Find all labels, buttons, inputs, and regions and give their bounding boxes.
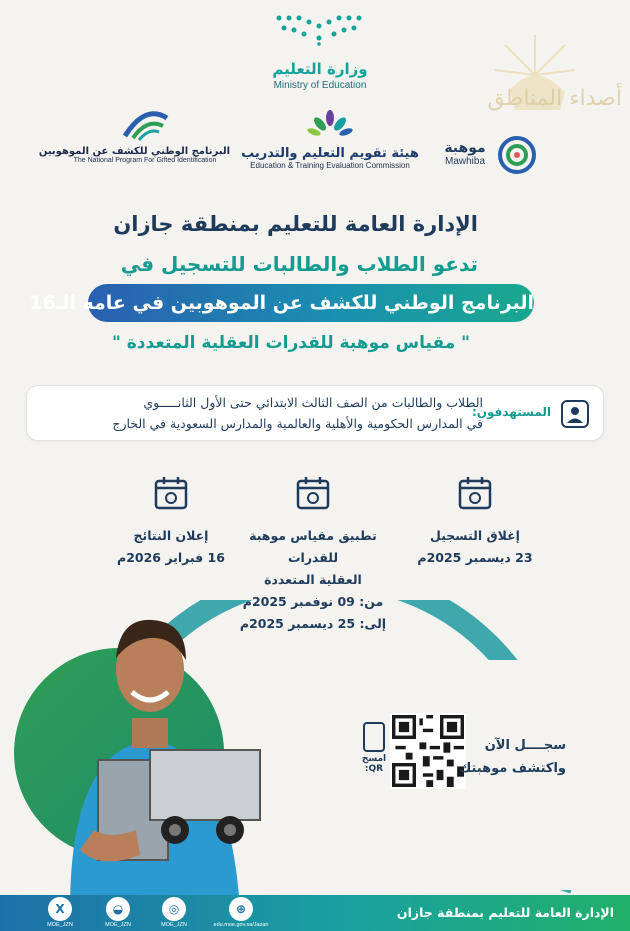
date-registration-close — [390, 475, 560, 569]
phone-scan-icon — [363, 722, 385, 752]
gifted-program-arabic: البرنامج الوطني للكشف عن الموهوبين — [38, 146, 230, 157]
target-label: المستهدفون: — [471, 405, 551, 419]
register-cta — [459, 738, 566, 776]
date-title-2: العقلية المتعددة — [264, 572, 362, 587]
etec-english: Education & Training Evaluation Commission — [250, 161, 410, 170]
etec-arabic: هيئة تقويم التعليم والتدريب — [241, 146, 419, 161]
mawhiba-icon — [494, 132, 540, 178]
social-x[interactable] — [42, 897, 78, 928]
etec-flower-icon — [307, 108, 353, 142]
date-results — [86, 475, 256, 569]
snapchat-icon: ◒ — [106, 897, 130, 921]
ministry-of-education-logo — [250, 12, 390, 98]
gifted-program-icon — [115, 108, 175, 142]
target-line-2: في المدارس الحكومية والأهلية والعالمية والمدارس السعودية في الخارج — [112, 416, 483, 431]
x-icon: X — [48, 897, 72, 921]
qr-code[interactable] — [390, 713, 466, 789]
date-value: 23 ديسمبر 2025م — [417, 550, 533, 565]
social-handle: MOE_JZN — [47, 922, 73, 928]
scale-name: " مقياس موهبة للقدرات العقلية المتعددة " — [111, 333, 470, 353]
footer-bar — [0, 895, 630, 931]
moe-english-name: Ministry of Education — [273, 80, 367, 91]
watermark-logo — [400, 30, 630, 120]
target-line-1: الطلاب والطالبات من الصف الثالث الابتدائي حتى الأول الثانـــــوي — [143, 395, 483, 410]
gifted-program-english: The National Program For Gifted Identification — [73, 157, 217, 164]
globe-icon: ⊕ — [229, 897, 253, 921]
mawhiba-arabic: موهبة — [444, 140, 486, 156]
scan-qr-text: امسح QR: — [361, 754, 387, 774]
social-snapchat[interactable] — [100, 897, 136, 928]
social-handle: MOE_JZN — [161, 922, 187, 928]
program-banner: البرنامج الوطني للكشف عن الموهوبين في عامه الـ16 — [88, 284, 534, 322]
moe-dots-icon — [265, 12, 375, 46]
cta-line-1: سجــــل الآن — [484, 738, 566, 753]
date-value: 16 فبراير 2026م — [117, 550, 225, 565]
date-title: تطبيق مقياس موهبة للقدرات — [249, 528, 377, 565]
social-instagram[interactable] — [156, 897, 192, 928]
mawhiba-logo — [430, 132, 550, 212]
date-title: إغلاق التسجيل — [430, 528, 520, 543]
moe-arabic-name: وزارة التعليم — [272, 60, 368, 78]
gifted-program-logo — [38, 108, 230, 188]
headline-directorate: الإدارة العامة للتعليم بمنطقة جازان — [113, 212, 478, 236]
website-url: edu.moe.gov.sa/Jazan — [213, 922, 269, 928]
mawhiba-english: Mawhiba — [444, 156, 486, 167]
date-from: من: 09 نوفمبر 2025م — [242, 594, 384, 609]
social-handle: MOE_JZN — [105, 922, 131, 928]
user-icon — [561, 400, 589, 428]
date-title: إعلان النتائج — [133, 528, 209, 543]
etec-logo — [240, 108, 420, 188]
calendar-icon — [153, 475, 189, 511]
date-to: إلى: 25 ديسمبر 2025م — [239, 616, 387, 631]
scan-qr-hint — [358, 722, 390, 774]
target-audience-box — [26, 385, 604, 441]
calendar-icon — [457, 475, 493, 511]
student-with-robot-image — [40, 600, 270, 910]
watermark-text: أصداء المناطق — [487, 86, 622, 111]
social-website[interactable] — [206, 897, 276, 928]
cta-line-2: واكتشف موهبتك — [459, 761, 566, 776]
footer-directorate: الإدارة العامة للتعليم بمنطقة جازان — [396, 905, 614, 920]
calendar-icon — [295, 475, 331, 511]
headline-invitation: تدعو الطلاب والطالبات للتسجيل في — [120, 252, 478, 276]
instagram-icon: ◎ — [162, 897, 186, 921]
